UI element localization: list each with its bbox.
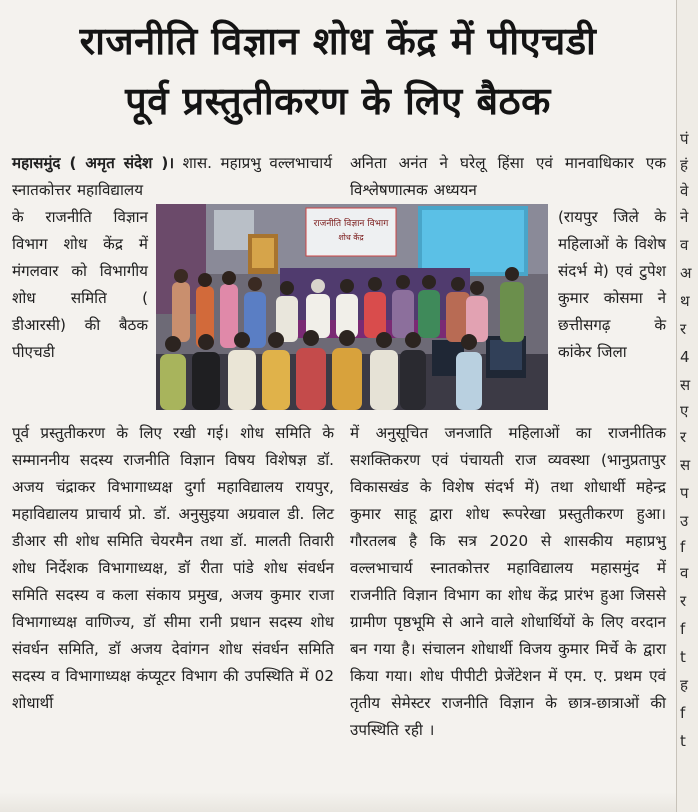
edge-fragment: 4: [680, 348, 690, 366]
article-col2-top: अनिता अनंत ने घरेलू हिंसा एवं मानवाधिकार एक विश्लेषणात्मक अध्ययन: [350, 154, 666, 199]
headline-line-1: राजनीति विज्ञान शोध केंद्र में पीएचडी: [79, 19, 597, 63]
edge-fragment: f: [680, 538, 686, 556]
edge-fragment: t: [680, 732, 686, 750]
edge-fragment: स: [680, 456, 691, 474]
dateline: महासमुंद ( अमृत संदेश )।: [12, 154, 175, 172]
adjacent-column-edge: [676, 0, 698, 812]
meeting-photo-image: [156, 204, 548, 410]
article-col2-narrow: (रायपुर जिले के महिलाओं के विशेष संदर्भ मे) एवं टुपेश कुमार कोसमा ने छत्तीसगढ़ के कांकेर जिला: [558, 208, 666, 361]
banner-line-1: राजनीति विज्ञान विभाग: [313, 219, 389, 229]
edge-fragment: ने: [680, 208, 689, 226]
article-col1-intro: [12, 150, 332, 204]
article-col1-top-text: शास. महाप्रभु वल्लभाचार्य स्नातकोत्तर महाविद्यालय: [12, 154, 332, 199]
edge-fragment: व: [680, 564, 689, 582]
edge-fragment: र: [680, 320, 687, 338]
headline-line-2: पूर्व प्रस्तुतीकरण के लिए बैठक: [125, 79, 551, 123]
page-fold-line: [676, 0, 677, 812]
edge-fragment: स: [680, 376, 691, 394]
banner-line-2: शोध केंद्र: [338, 233, 364, 242]
article-col2-bottom: में अनुसूचित जनजाति महिलाओं का राजनीतिक सशक्तिकरण एवं पंचायती राज व्यवस्था (भानुप्रतापुर विकासखंड के विशेष संदर्भ में) तथा शोधार्थी महेन्द्र कुमार साहू द्वारा शोध रूपरेखा प्रस्तुतीकरण हुआ। गौरतलब है कि सत्र 2020 से शासकीय महाप्रभु वल्लभाचार्य स्नातकोत्तर महाविद्यालय महासमुंद में राजनीति विज्ञान विभाग का शोध केंद्र प्रारंभ हुआ जिससे ग्रामीण पृष्ठभूमि से आने वाले शोधार्थियों के लिए वरदान बन गया है। संचालन शोधार्थी विजय कुमार मिर्चे के द्वारा किया गया। शोध पीपीटी प्रेजेंटेशन में एम. ए. प्रथम एवं तृतीय सेमेस्टर राजनीति विज्ञान के छात्र-छात्राओं की उपस्थिति रही ।: [350, 424, 666, 739]
meeting-photo: [156, 204, 548, 410]
article-col1-bottom: पूर्व प्रस्तुतीकरण के लिए रखी गई। शोध समिति के सम्माननीय सदस्य राजनीति विज्ञान विषय विशेषज्ञ डॉ. अजय चंद्राकर विभागाध्यक्ष दुर्गा महाविद्यालय रायपुर, महाविद्यालय प्राचार्य प्रो. डॉ. अनुसुइया अग्रवाल डी. लिट डीआर सी शोध समिति चेयरमैन तथा डॉ. मालती तिवारी शोध निर्देशक विभागाध्यक्ष, डॉ रीता पांडे शोध संवर्धन समिति सदस्य व कला संकाय प्रमुख, अजय कुमार राजा विभागाध्यक्ष वाणिज्य, डॉ सीमा रानी प्रधान सदस्य शोध संवर्धन समिति, डॉ अजय देवांगन शोध संवर्धन समिति सदस्य व विभागाध्यक्ष कंप्यूटर विभाग की उपस्थिति में 02 शोधार्थी: [12, 424, 334, 712]
edge-fragment: हं: [680, 156, 688, 174]
edge-fragment: वे: [680, 182, 689, 200]
bottom-page-edge: [0, 792, 676, 812]
edge-fragment: व: [680, 236, 689, 254]
edge-fragment: ह: [680, 676, 688, 694]
edge-fragment: ए: [680, 402, 689, 420]
edge-fragment: अ: [680, 264, 692, 282]
edge-fragment: पं: [680, 130, 689, 148]
edge-fragment: f: [680, 620, 686, 638]
article-col1-narrow: के राजनीति विज्ञान विभाग शोध केंद्र में मंगलवार को विभागीय शोध समिति ( डीआरसी) की बैठक पीएचडी: [12, 208, 148, 361]
edge-fragment: प: [680, 484, 689, 502]
edge-fragment: t: [680, 648, 686, 666]
edge-fragment: थ: [680, 292, 690, 310]
edge-fragment: उ: [680, 512, 689, 530]
edge-fragment: र: [680, 592, 687, 610]
edge-fragment: र: [680, 428, 687, 446]
edge-fragment: f: [680, 704, 686, 722]
